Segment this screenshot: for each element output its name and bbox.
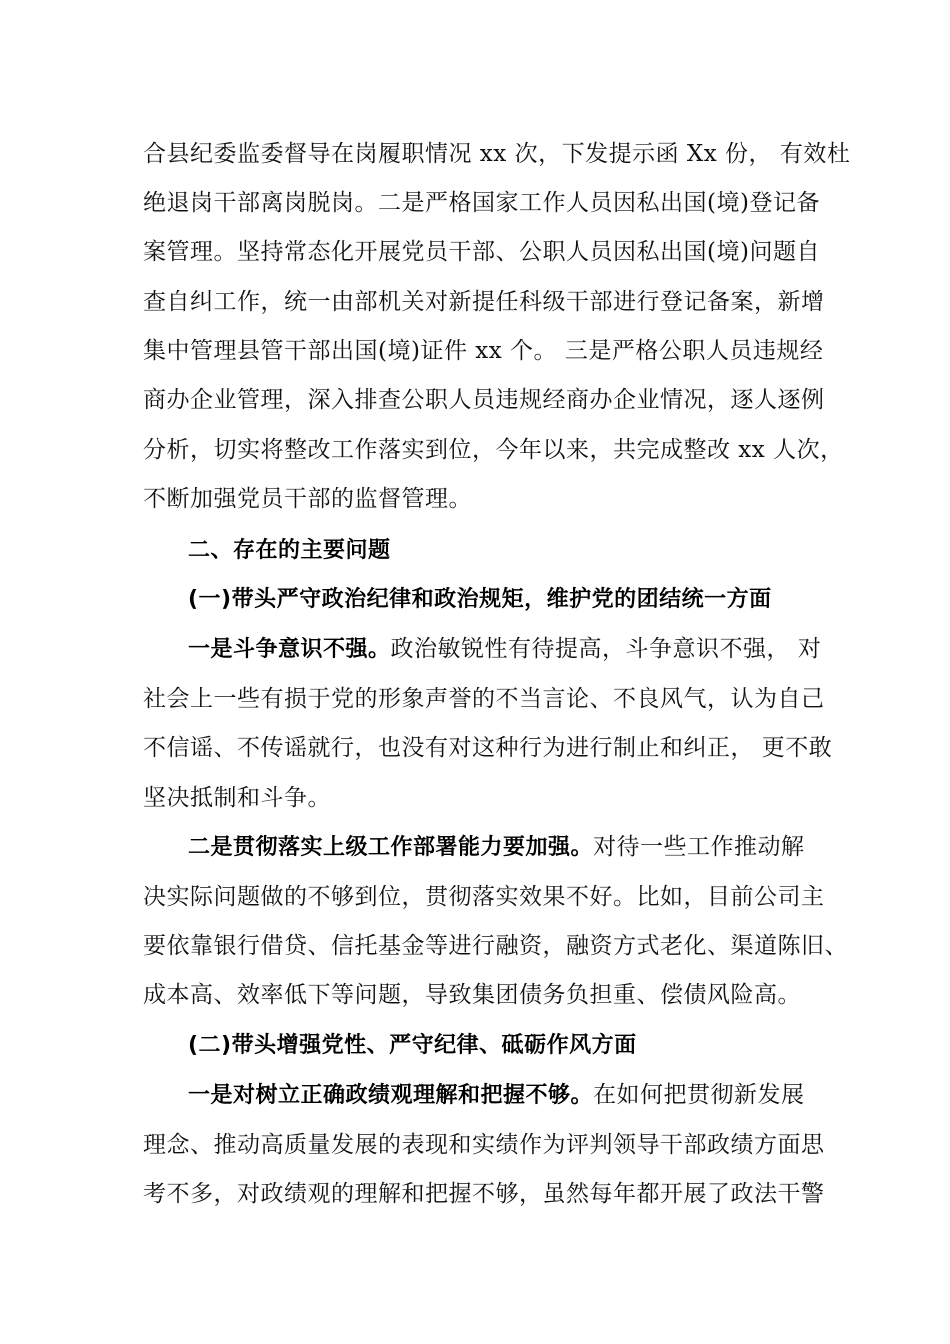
body-line: 不信谣、不传谣就行，也没有对这种行为进行制止和纠正， 更不敢 <box>143 735 833 761</box>
body-line: 决实际问题做的不够到位，贯彻落实效果不好。比如，目前公司主 <box>143 884 825 910</box>
body-line: 不断加强党员干部的监督管理。 <box>143 486 472 512</box>
body-line: 考不多，对政绩观的理解和把握不够，虽然每年都开展了政法干警 <box>143 1181 825 1207</box>
body-line: 绝退岗干部离岗脱岗。二是严格国家工作人员因私出国(境)登记备 <box>143 190 820 216</box>
body-line: 商办企业管理，深入排查公职人员违规经商办企业情况，逐人逐例 <box>143 387 825 413</box>
paragraph-lead: 一是斗争意识不强。 <box>188 637 391 662</box>
sub-heading: (一)带头严守政治纪律和政治规矩，维护党的团结统一方面 <box>188 587 772 612</box>
paragraph-lead: 一是对树立正确政绩观理解和把握不够。 <box>188 1083 594 1108</box>
paragraph-text: 在如何把贯彻新发展 <box>593 1082 805 1108</box>
paragraph-text: 政治敏锐性有待提高，斗争意识不强， 对 <box>390 636 822 662</box>
body-line: 合县纪委监委督导在岗履职情况 xx 次，下发提示函 Xx 份， 有效杜 <box>143 141 851 167</box>
body-line: 案管理。坚持常态化开展党员干部、公职人员因私出国(境)问题自 <box>143 239 820 265</box>
paragraph-first-line <box>188 832 805 863</box>
paragraph-text: 对待一些工作推动解 <box>593 834 805 860</box>
body-line: 查自纠工作，统一由部机关对新提任科级干部进行登记备案，新增 <box>143 289 825 315</box>
paragraph-first-line <box>188 634 821 665</box>
body-line: 理念、推动高质量发展的表现和实绩作为评判领导干部政绩方面思 <box>143 1132 825 1158</box>
paragraph-first-line <box>188 1080 805 1111</box>
sub-heading: (二)带头增强党性、严守纪律、砥砺作风方面 <box>188 1033 637 1058</box>
section-heading: 二、存在的主要问题 <box>188 538 391 563</box>
body-line: 分析，切实将整改工作落实到位，今年以来，共完成整改 xx 人次， <box>143 437 844 463</box>
body-line: 坚决抵制和斗争。 <box>143 785 331 811</box>
body-line: 社会上一些有损于党的形象声誉的不当言论、不良风气，认为自己 <box>143 686 825 712</box>
body-line: 集中管理县管干部出国(境)证件 xx 个。 三是严格公职人员违规经 <box>143 338 824 364</box>
body-line: 要依靠银行借贷、信托基金等进行融资，融资方式老化、渠道陈旧、 <box>143 933 848 959</box>
body-line: 成本高、效率低下等问题，导致集团债务负担重、偿债风险高。 <box>143 982 801 1008</box>
paragraph-lead: 二是贯彻落实上级工作部署能力要加强。 <box>188 835 594 860</box>
